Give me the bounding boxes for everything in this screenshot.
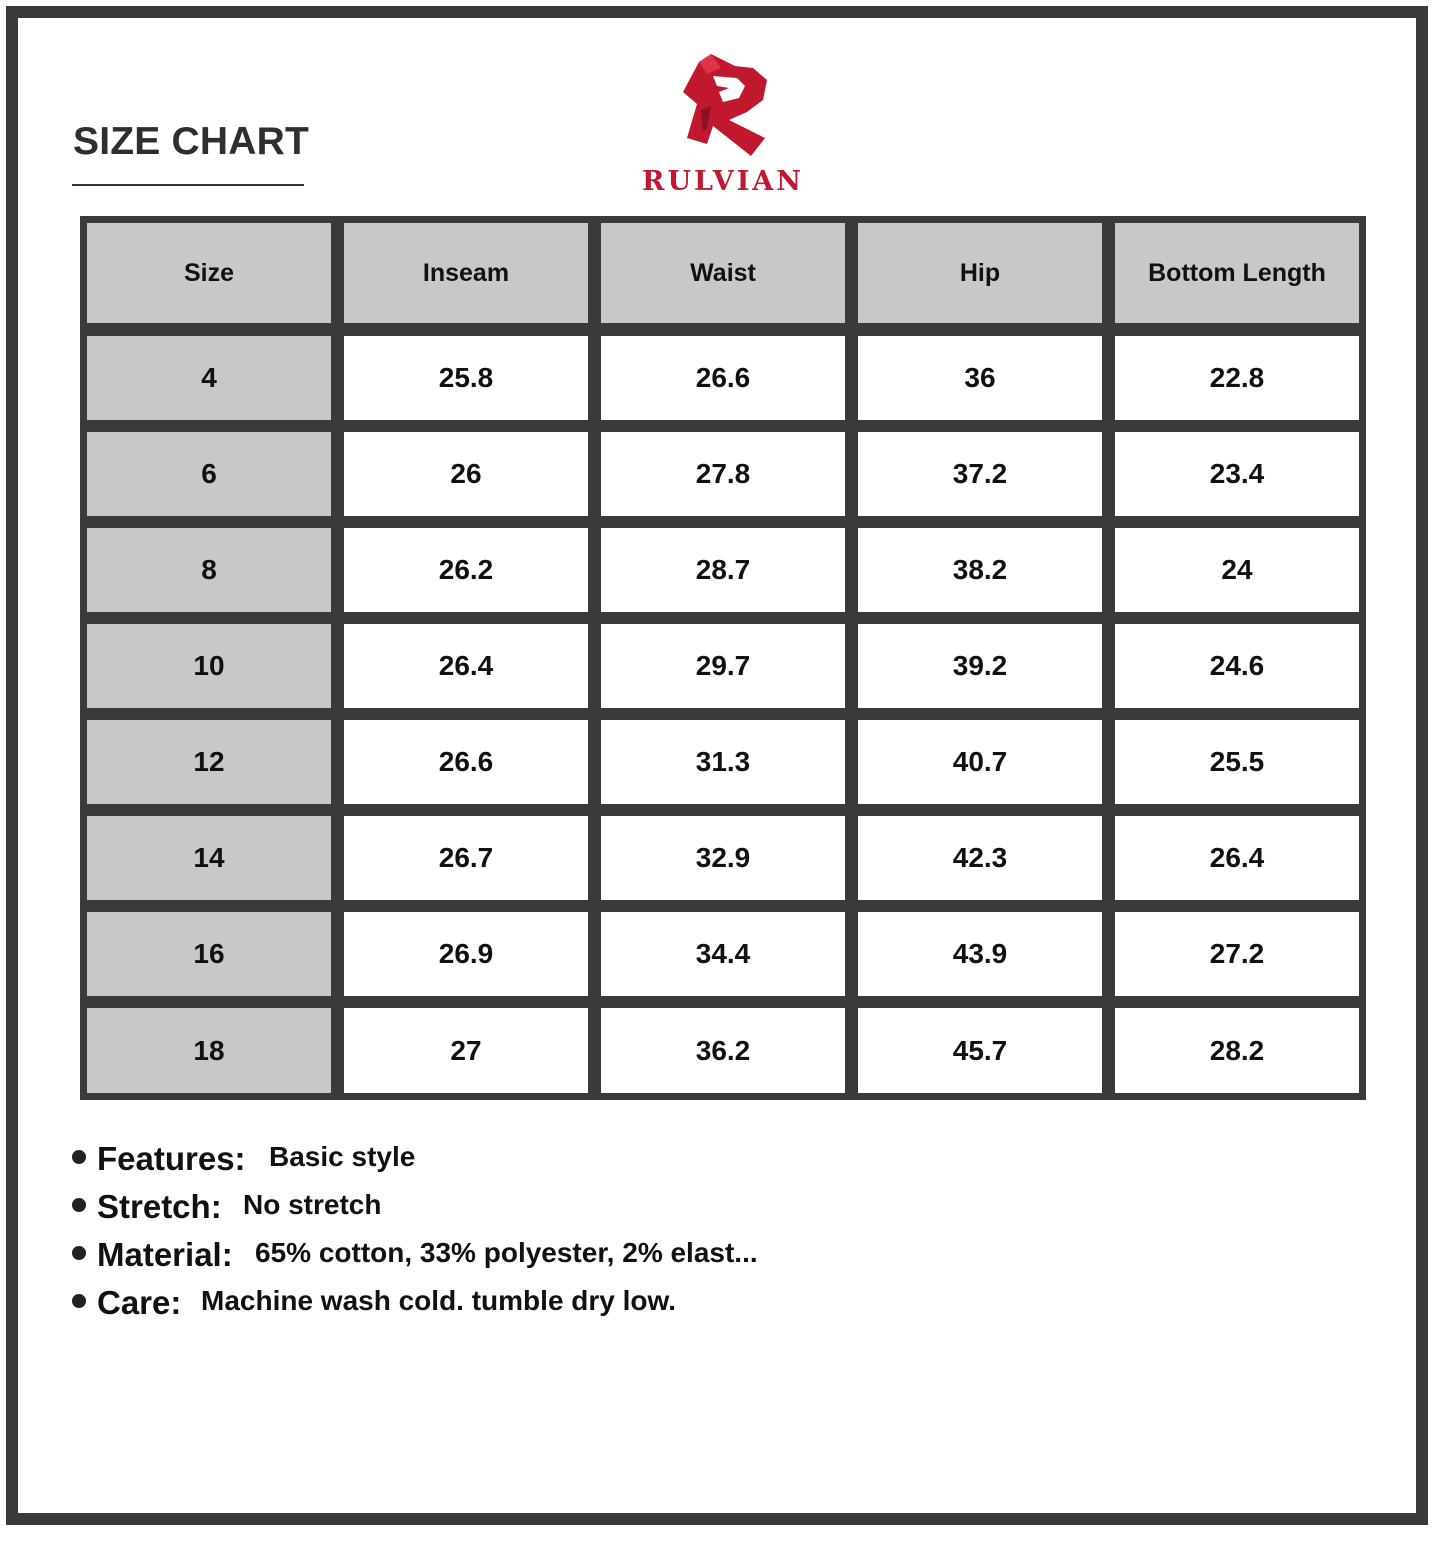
- table-cell: 26.4: [1115, 816, 1359, 900]
- size-cell: 16: [87, 912, 331, 996]
- brand-name: RULVIAN: [642, 166, 804, 197]
- note-label: Material:: [97, 1236, 233, 1273]
- bullet-icon: [72, 1246, 86, 1260]
- table-cell: 23.4: [1115, 432, 1359, 516]
- size-cell: 6: [87, 432, 331, 516]
- note-label: Stretch:: [97, 1188, 222, 1225]
- note-value: Basic style: [269, 1141, 416, 1172]
- note-label: Care:: [97, 1284, 182, 1321]
- header-cell-bottom-length: Bottom Length: [1115, 223, 1359, 323]
- table-cell: 26.7: [344, 816, 588, 900]
- table-cell: 25.8: [344, 336, 588, 420]
- note-value: 65% cotton, 33% polyester, 2% elast...: [255, 1237, 758, 1268]
- header-cell-hip: Hip: [858, 223, 1102, 323]
- table-cell: 27.8: [601, 432, 845, 516]
- table-cell: 45.7: [858, 1008, 1102, 1093]
- table-cell: 29.7: [601, 624, 845, 708]
- table-cell: 28.2: [1115, 1008, 1359, 1093]
- table-cell: 31.3: [601, 720, 845, 804]
- header-cell-inseam: Inseam: [344, 223, 588, 323]
- table-cell: 36: [858, 336, 1102, 420]
- table-cell: 40.7: [858, 720, 1102, 804]
- bullet-icon: [72, 1150, 86, 1164]
- size-cell: 4: [87, 336, 331, 420]
- note-value: No stretch: [243, 1189, 382, 1220]
- table-cell: 43.9: [858, 912, 1102, 996]
- bullet-icon: [72, 1294, 86, 1308]
- size-cell: 12: [87, 720, 331, 804]
- table-cell: 37.2: [858, 432, 1102, 516]
- table-cell: 28.7: [601, 528, 845, 612]
- table-cell: 26.9: [344, 912, 588, 996]
- table-cell: 26.6: [601, 336, 845, 420]
- table-cell: 39.2: [858, 624, 1102, 708]
- note-label: Features:: [97, 1140, 246, 1177]
- header-cell-size: Size: [87, 223, 331, 323]
- table-cell: 22.8: [1115, 336, 1359, 420]
- size-cell: 10: [87, 624, 331, 708]
- size-cell: 14: [87, 816, 331, 900]
- table-cell: 27.2: [1115, 912, 1359, 996]
- table-cell: 25.5: [1115, 720, 1359, 804]
- header-cell-waist: Waist: [601, 223, 845, 323]
- table-cell: 38.2: [858, 528, 1102, 612]
- table-cell: 26.4: [344, 624, 588, 708]
- table-cell: 27: [344, 1008, 588, 1093]
- table-cell: 26.2: [344, 528, 588, 612]
- title-underline: [72, 184, 304, 186]
- bullet-icon: [72, 1198, 86, 1212]
- table-cell: 24.6: [1115, 624, 1359, 708]
- table-cell: 42.3: [858, 816, 1102, 900]
- table-cell: 36.2: [601, 1008, 845, 1093]
- brand-r-icon: [677, 52, 773, 162]
- size-cell: 18: [87, 1008, 331, 1093]
- page-title: SIZE CHART: [73, 120, 309, 163]
- size-chart-table: [80, 216, 1366, 1100]
- table-cell: 26: [344, 432, 588, 516]
- size-cell: 8: [87, 528, 331, 612]
- note-value: Machine wash cold. tumble dry low.: [201, 1285, 677, 1316]
- table-cell: 24: [1115, 528, 1359, 612]
- table-cell: 32.9: [601, 816, 845, 900]
- table-cell: 34.4: [601, 912, 845, 996]
- table-cell: 26.6: [344, 720, 588, 804]
- brand-logo: [625, 52, 825, 202]
